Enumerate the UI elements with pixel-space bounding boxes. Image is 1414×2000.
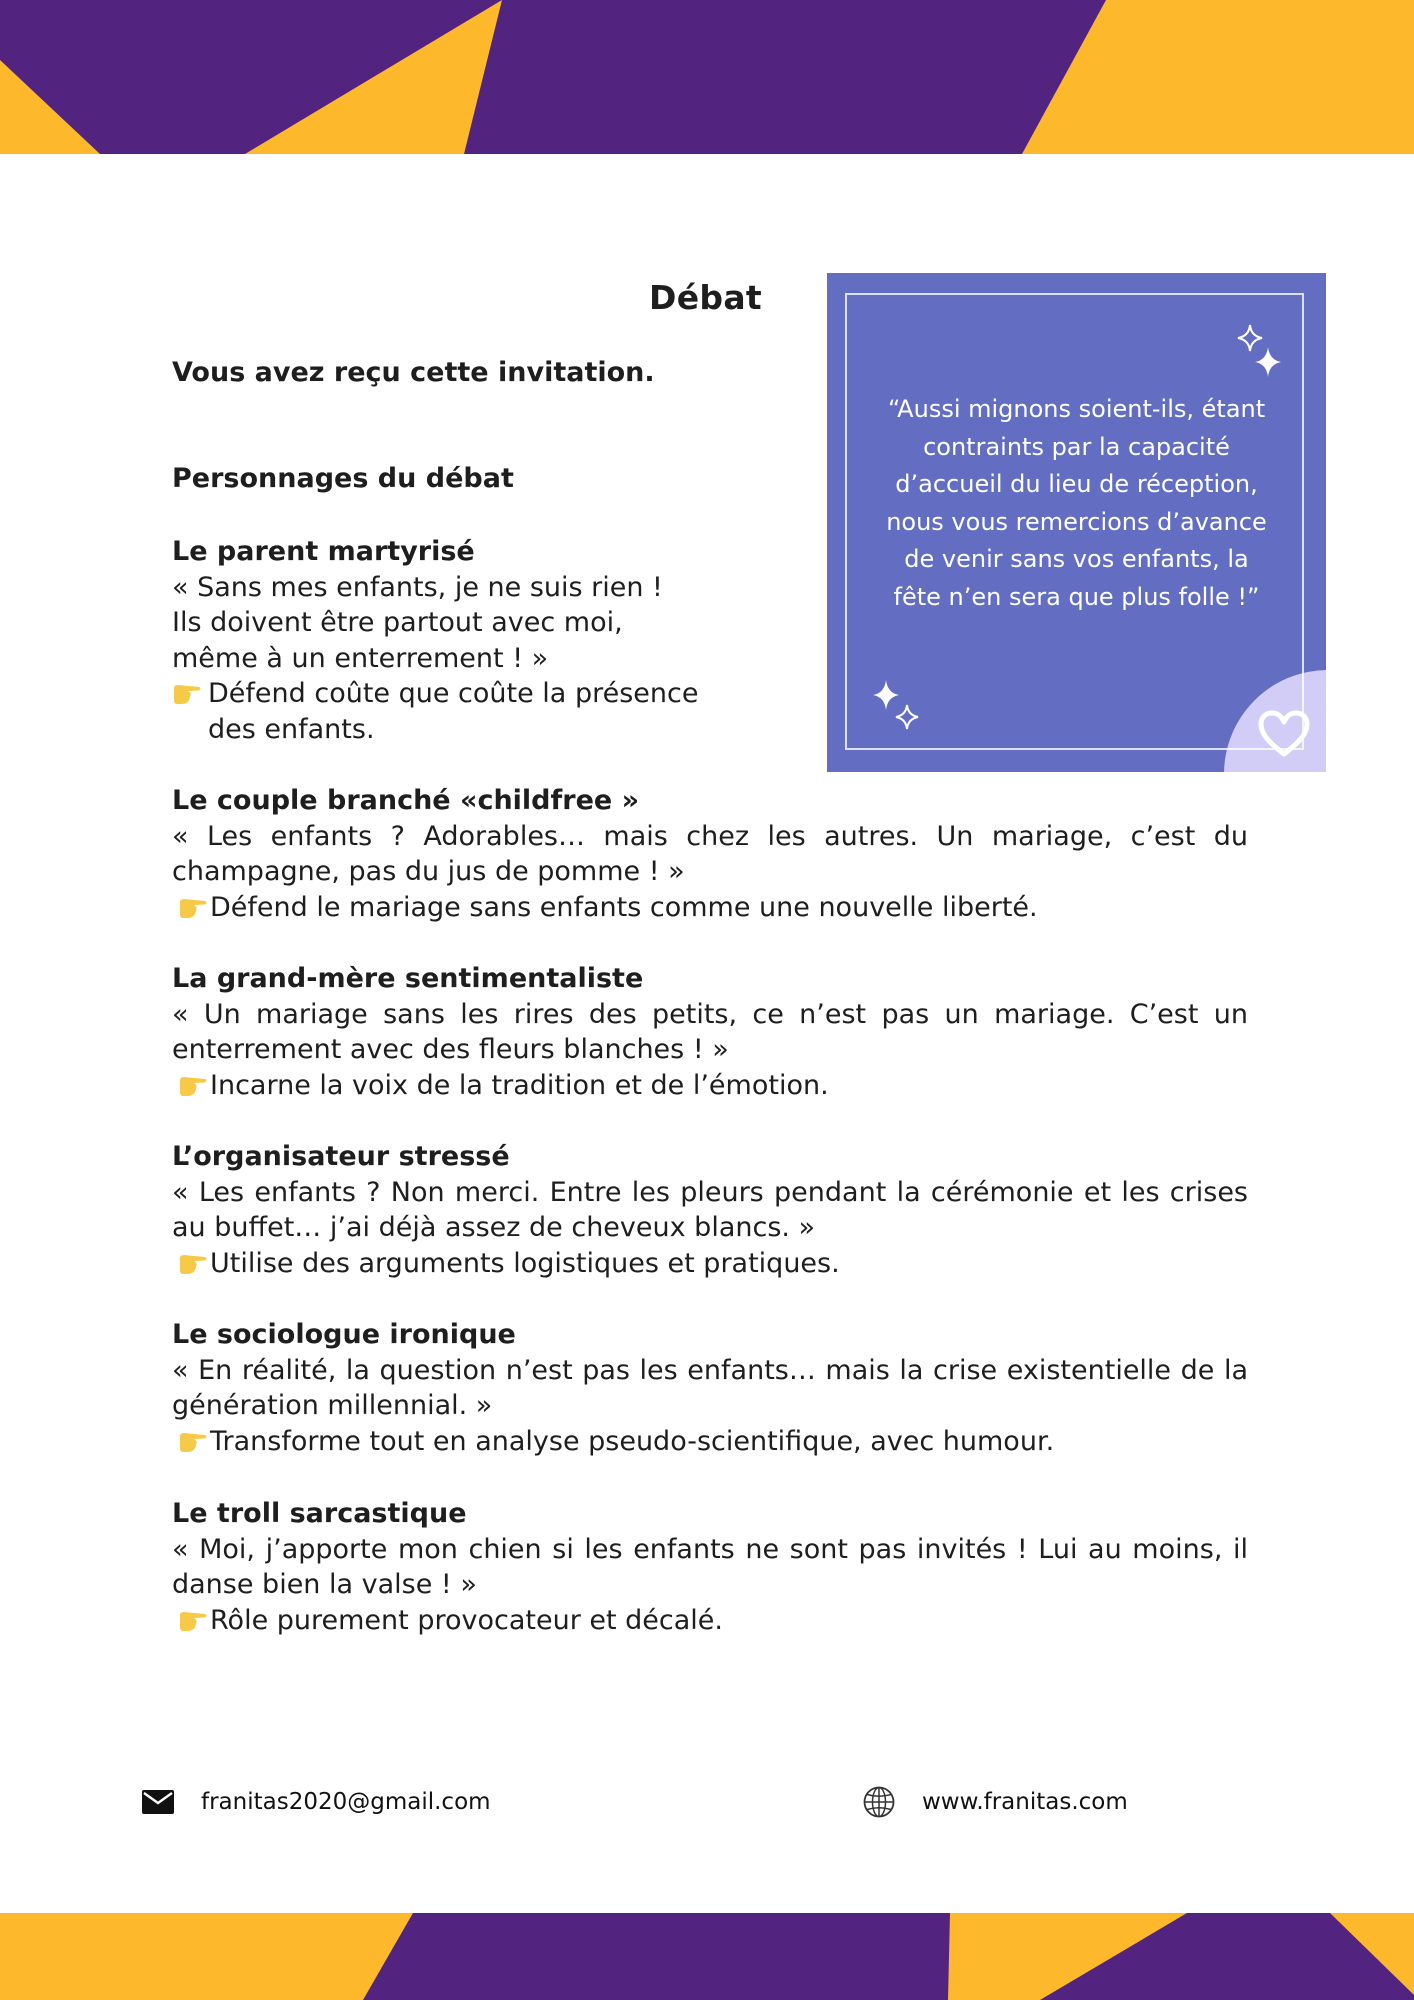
invitation-text: Vous avez reçu cette invitation. xyxy=(172,357,655,388)
character-name: La grand-mère sentimentaliste xyxy=(172,963,644,994)
character-role-text: Défend coûte que coûte la présence des enfants. xyxy=(208,678,699,745)
character-name: Le troll sarcastique xyxy=(172,1498,467,1529)
character-role-text: Transforme tout en analyse pseudo-scientifique, avec humour. xyxy=(210,1425,1055,1457)
character-role xyxy=(172,676,772,747)
pointing-hand-icon xyxy=(178,890,210,925)
footer-email[interactable] xyxy=(141,1784,491,1820)
character-quote: « Les enfants ? Adorables… mais chez les autres. Un mariage, c’est du champagne, pas du jus de pomme ! » xyxy=(172,820,1248,887)
character-name: Le couple branché «childfree » xyxy=(172,785,640,816)
heart-icon xyxy=(1257,709,1311,759)
footer-banner-shapes xyxy=(0,1913,1414,2000)
character-role xyxy=(172,890,1248,926)
character-role xyxy=(172,1603,1248,1639)
character-name: Le parent martyrisé xyxy=(172,536,475,567)
pointing-hand-icon xyxy=(178,1603,210,1638)
quote-card xyxy=(827,273,1326,772)
envelope-icon xyxy=(141,1784,201,1820)
sparkle-icon xyxy=(894,703,920,731)
pointing-hand-icon xyxy=(178,1068,210,1103)
character-role xyxy=(172,1068,1248,1104)
pointing-hand-icon xyxy=(178,1246,210,1281)
character-role xyxy=(172,1246,1248,1282)
character-entry xyxy=(172,534,772,747)
character-role-text: Utilise des arguments logistiques et pratiques. xyxy=(210,1247,840,1279)
sparkle-icon xyxy=(1254,346,1282,378)
character-entry xyxy=(172,1496,1248,1638)
character-role-text: Défend le mariage sans enfants comme une nouvelle liberté. xyxy=(210,891,1038,923)
character-quote: « Moi, j’apporte mon chien si les enfants ne sont pas invités ! Lui au moins, il danse bien la valse ! » xyxy=(172,1533,1248,1600)
character-role-text: Incarne la voix de la tradition et de l’émotion. xyxy=(210,1069,829,1101)
section-title: Personnages du débat xyxy=(172,463,514,494)
pointing-hand-icon xyxy=(178,1424,210,1459)
globe-icon xyxy=(862,1784,922,1820)
character-entry xyxy=(172,1317,1248,1459)
character-role xyxy=(172,1424,1248,1460)
footer-website[interactable] xyxy=(862,1784,1128,1820)
pointing-hand-icon xyxy=(172,676,204,711)
character-name: Le sociologue ironique xyxy=(172,1319,516,1350)
character-quote: « Les enfants ? Non merci. Entre les pleurs pendant la cérémonie et les crises au buffet… j’ai déjà assez de cheveux blancs. » xyxy=(172,1176,1248,1243)
header-banner-shapes xyxy=(0,0,1414,154)
header-banner xyxy=(0,0,1414,154)
page-title: Débat xyxy=(649,278,762,317)
character-quote: « Sans mes enfants, je ne suis rien ! Ils doivent être partout avec moi, même à un enterrement ! » xyxy=(172,571,663,674)
quote-card-text: “Aussi mignons soient-ils, étant contraints par la capacité d’accueil du lieu de réception, nous vous remercions d’avance de venir sans vos enfants, la fête n’en sera que plus folle !” xyxy=(886,395,1267,611)
character-entry xyxy=(172,1139,1248,1281)
character-quote: « Un mariage sans les rires des petits, ce n’est pas un mariage. C’est un enterrement avec des fleurs blanches ! » xyxy=(172,998,1248,1065)
footer-banner xyxy=(0,1913,1414,2000)
character-entry xyxy=(172,961,1248,1103)
character-role-text: Rôle purement provocateur et décalé. xyxy=(210,1604,723,1636)
website-url[interactable]: www.franitas.com xyxy=(922,1789,1128,1815)
character-quote: « En réalité, la question n’est pas les enfants… mais la crise existentielle de la génération millennial. » xyxy=(172,1354,1248,1421)
character-entry xyxy=(172,783,1248,925)
email-address[interactable]: franitas2020@gmail.com xyxy=(201,1789,491,1815)
character-name: L’organisateur stressé xyxy=(172,1141,510,1172)
